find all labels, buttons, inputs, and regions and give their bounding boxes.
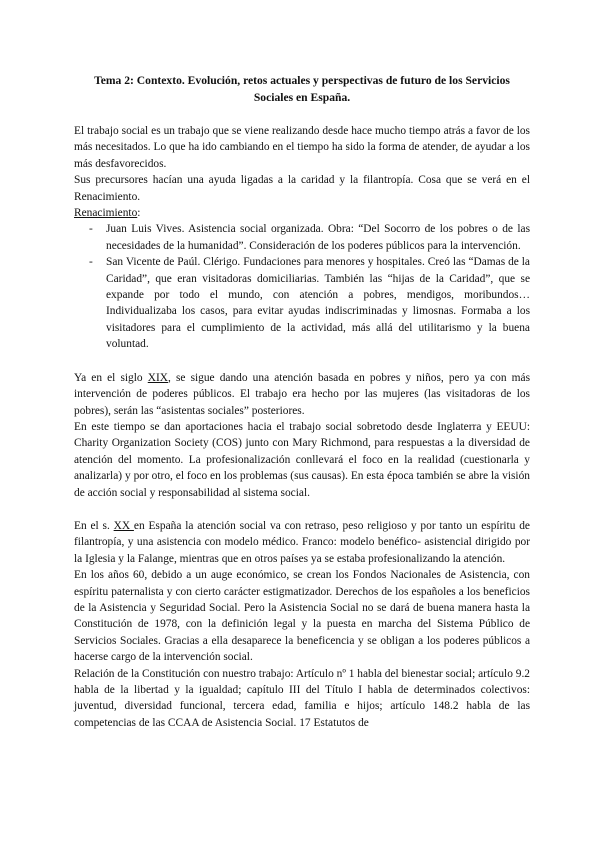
renacimiento-list xyxy=(74,221,530,352)
list-item-paul: - San Vicente de Paúl. Clérigo. Fundaciones para menores y hospitales. Creó las “Damas de la Caridad”, que eran visitadoras domiciliarias. También las “hijas de la Caridad”, que se expande por todo el mundo, con atención a pobres, mendigos, moribundos… Individualizaba los casos, para evitar ayudas indiscriminadas y limosnas. Formaba a los visitadores para el cumplimiento de la actividad, más allá del utilitarismo y la buena voluntad. xyxy=(106,254,530,352)
paragraph-gap xyxy=(74,501,530,518)
intro-paragraph-1: El trabajo social es un trabajo que se viene realizando desde hace mucho tiempo atrás a favor de los más necesitados. Lo que ha ido cambiando en el tiempo ha sido la forma de atender, de ayudar a los más desfavorecidos. xyxy=(74,125,530,170)
document-body xyxy=(74,72,530,731)
siglo-xx-paragraph-3: Relación de la Constitución con nuestro trabajo: Artículo nº 1 habla del bienestar social; artículo 9.2 habla de la libertad y la igualdad; capítulo III del Título I habla de determinados colectivos: juventud, diversidad funcional, tercera edad, familia e hijos; artículo 148.2 habla de las competencias de las CCAA de Asistencia Social. 17 Estatutos de xyxy=(74,667,530,729)
renacimiento-label: Renacimiento xyxy=(74,207,138,220)
siglo-xix-paragraph-2: En este tiempo se dan aportaciones hacia el trabajo social sobretodo desde Inglaterra y EEUU: Charity Organization Society (COS) junto con Mary Richmond, para respuestas a la diversidad de atención del momento. La profesionalización conllevará el foco en la realidad (cuestionarla y analizarla) y por otro, el foco en los problemas (sus causas). En esta época también se abre la visión de acción social y responsabilidad al sistema social. xyxy=(74,420,530,499)
siglo-xix-paragraph-1 xyxy=(74,370,530,419)
intro-paragraph-2: Sus precursores hacían una ayuda ligadas a la caridad y la filantropía. Cosa que se verá en el Renacimiento. xyxy=(74,174,530,203)
document-title: Tema 2: Contexto. Evolución, retos actuales y perspectivas de futuro de los Servicios Sociales en España. xyxy=(94,74,510,104)
paragraph-gap xyxy=(74,353,530,370)
renacimiento-heading xyxy=(74,205,530,221)
siglo-xix-text-before: Ya en el siglo xyxy=(74,371,148,384)
siglo-xx-century: XX xyxy=(113,519,134,532)
siglo-xix-century: XIX xyxy=(147,371,168,384)
siglo-xx-paragraph-2: En los años 60, debido a un auge económico, se crean los Fondos Nacionales de Asistencia, con espíritu paternalista y con cierto carácter estigmatizador. Derechos de los españoles a los beneficios de la Asistencia y Seguridad Social. Pero la Asistencia Social no se dará de buena manera hasta la Constitución de 1978, con la definición legal y la puesta en marcha del Sistema Público de Servicios Sociales. Gracias a ella desaparece la beneficencia y se obligan a los poderes públicos a hacerse cargo de la intervención social. xyxy=(74,569,530,664)
siglo-xx-text-after: en España la atención social va con retraso, peso religioso y por tanto un espíritu de filantropía, y una asistencia con modelo médico. Franco: modelo benéfico- asistencial dirigido por la Iglesia y la Falange, mientras que en otros países ya se estaba profesionalizando la atención. xyxy=(74,519,530,565)
siglo-xix-text-after: , se sigue dando una atención basada en pobres y niños, pero ya con más intervención de poderes públicos. El trabajo era hecho por las mujeres (las visitadoras de los pobres), serán las “asistentas sociales” posteriores. xyxy=(74,371,531,417)
list-item-vives: - Juan Luis Vives. Asistencia social organizada. Obra: “Del Socorro de los pobres o de las necesidades de la humanidad”. Consideración de los poderes públicos para la intervención. xyxy=(106,221,530,254)
siglo-xx-text-before: En el s. xyxy=(74,519,114,532)
siglo-xx-paragraph-1 xyxy=(74,518,530,567)
renacimiento-label-colon: : xyxy=(137,207,141,220)
